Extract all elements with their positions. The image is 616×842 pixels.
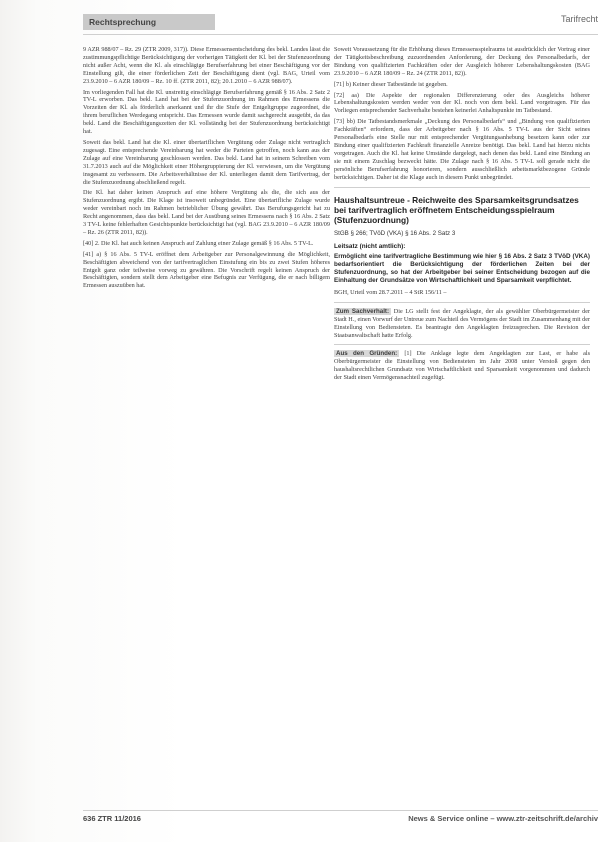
- paragraph: [72] aa) Die Aspekte der regionalen Differenzierung oder des Ausgleichs höherer Lebenshaltungskosten werden weder von der Kl. noch von dem bekl. Land vorgetragen. Für das Vorliegen entsprechender Sachverhalte bestehen keinerlei Anhaltspunkte im Tatbestand.: [334, 91, 590, 115]
- left-column: [83, 46, 330, 293]
- paragraph: Soweit das bekl. Land hat die Kl. einer übertariflichen Vergütung oder Zulage nicht vertraglich zugesagt. Eine entsprechende Vereinbarung hat weder die Parteien getroffen, noch kann aus der Zulage auf eine Vereinbarung geschlossen werden. Das bekl. Land hat in seinem Schreiben vom 31.7.2013 auch auf die Möglichkeit einer Höhergruppierung der Kl. verwiesen, um die Vergütung insgesamt zu verbessern. Die Arbeitsverhältnisse der Kl. unterliegen damit dem Tarifvertrag, der die Stufenzuordnung abschließend regelt.: [83, 138, 330, 186]
- header-divider: [83, 34, 598, 35]
- sachverhalt-paragraph: [334, 308, 590, 340]
- paragraph: [41] a) § 16 Abs. 5 TV-L eröffnet dem Arbeitgeber zur Personalgewinnung die Möglichkeit, Beschäftigten abweichend von der tarifvertraglichen Einstufung ein bis zu zwei Stufen höheres Entgelt ganz oder teilweise vorweg zu gewähren. Die Vorschrift regelt keinen Anspruch der Beschäftigten, sondern stellt dem Arbeitgeber eine Befugnis zur Verfügung, die er nach billigem Ermessen auszuüben hat.: [83, 250, 330, 290]
- right-column: [334, 46, 590, 385]
- sachverhalt-text: Die LG stellt fest der Angeklagte, der als gewählter Oberbürgermeister der Stadt H., einen Vorwurf der Untreue zum Nachteil des Vermögens der Stadt im Zusammenhang mit der Einstellung von Bediensteten. Es beantragte den Angeklagten freizusprechen. Die Revision der Staatsanwaltschaft hatte Erfolg.: [334, 307, 591, 339]
- leitsatz-label: Leitsatz (nicht amtlich):: [334, 243, 406, 251]
- section-title: Tarifrecht: [560, 14, 598, 24]
- section-divider: [334, 302, 590, 303]
- statute-reference: StGB § 266; TVöD (VKA) § 16 Abs. 2 Satz 3: [334, 229, 456, 237]
- page-number: 636 ZTR 11/2016: [83, 814, 141, 823]
- section-badge: Rechtsprechung: [83, 14, 215, 30]
- gruende-paragraph: [334, 350, 590, 382]
- paragraph: Soweit Voraussetzung für die Erhöhung dieses Ermessensspielraums ist ausdrücklich der Vortrag einer der Tätigkeitsbeschreibung zuzuordnenden Anforderung, der Deckung des Personalbedarfs, der Bindung von qualifizierten Fachkräften oder der Ausgleich höherer Lebenshaltungskosten (BAG 23.9.2010 – 6 AZR 180/09 – Rz. 24 (ZTR 2011, 82)).: [334, 46, 590, 77]
- leitsatz-text: Ermöglicht eine tarifvertragliche Bestimmung wie hier § 16 Abs. 2 Satz 3 TVöD (VKA) bedarfsorientiert die Berücksichtigung der förderlichen Zeiten bei der Stufenzuordnung, so hat der Arbeitgeber bei seiner Entscheidung bezogen auf die Einhaltung der Grundsätze von Wirtschaftlichkeit und Sparsamkeit verpflichtet.: [334, 253, 590, 285]
- section-divider: [334, 187, 590, 188]
- court-citation: BGH, Urteil vom 28.7.2011 – 4 StR 156/11 –: [334, 288, 447, 296]
- footer-divider: [83, 810, 598, 811]
- article-heading: Haushaltsuntreue - Reichweite des Sparsamkeitsgrundsatzes bei tarifvertraglich eröffnetem Entscheidungsspielraum (Stufenzuordnung): [334, 194, 579, 225]
- paragraph: Im vorliegenden Fall hat die Kl. unstreitig einschlägige Berufserfahrung gemäß § 16 Abs. 2 Satz 2 TV-L erworben. Das bekl. Land hat bei der Stufenzuordnung im Rahmen des Ermessens die Vorzeiten der Kl. als förderlich anerkannt und ihr die Stufe der Entgeltgruppe zugeordnet, die ihrem beruflichen Werdegang entspricht. Das Ermessen wurde damit sachgerecht ausgeübt, da das bekl. Land die Beschäftigungszeiten der Kl. vollständig bei der Stufenzuordnung berücksichtigt hat.: [83, 88, 330, 136]
- sachverhalt-label: Zum Sachverhalt:: [336, 307, 390, 315]
- section-divider: [334, 344, 590, 345]
- paragraph: 9 AZR 988/07 – Rz. 29 (ZTR 2009, 317)). Diese Ermessensentscheidung des bekl. Landes lässt die zustimmungspflichtige Berücksichtigung der vorherigen Tätigkeit der Kl. bei der Stufenzuordnung nicht außer Acht, wenn die Kl. als einschlägige Berufserfahrung bei einer Beschäftigung vor der Einstellung gilt, die einer förderlichen Zeit der Beschäftigung dient (vgl. BAG, Urteil vom 23.9.2010 – 6 AZR 180/09 – Rz. 10 ff. (ZTR 2011, 82); 20.1.2010 – 6 AZR 988/07).: [83, 46, 330, 85]
- gruende-text: [1] Die Anklage legte dem Angeklagten zur Last, er habe als Oberbürgermeister die Einstellung von Bediensteten im Jahr 2008 unter Verstoß gegen den haushaltsrechtlichen Grundsatz von Wirtschaftlichkeit und Sparsamkeit vorgenommen und dadurch der Stadt einen Vermögensnachteil zugefügt.: [334, 350, 591, 382]
- paragraph: [73] bb) Die Tatbestandsmerkmale „Deckung des Personalbedarfs“ und „Bindung von qualifizierten Fachkräften“ erfordern, dass der Arbeitgeber nach § 16 Abs. 5 TV-L aus der Sicht seines Personalbedarfs eine Stelle nur mit entsprechender Vergütungsanhebung besetzen kann oder zur Bindung einer qualifizierten Fachkraft finanzielle Anreize benötigt. Das bekl. Land hat hierzu nichts vorgetragen. Auch die Kl. hat keine Umstände dargelegt, nach denen das bekl. Land eine Bindung an sie mit einem Zuschlag bezweckt hätte. Die Zulage nach § 16 Abs. 5 TV-L soll gerade nicht die persönliche Berufserfahrung honorieren, sondern ausschließlich arbeitsmarktbezogene Gründe berücksichtigen. Daher ist die Klage auch in diesem Punkt unbegründet.: [334, 118, 590, 181]
- paragraph: [40] 2. Die Kl. hat auch keinen Anspruch auf Zahlung einer Zulage gemäß § 16 Abs. 5 TV-L.: [83, 239, 314, 247]
- gruende-label: Aus den Gründen:: [336, 350, 398, 358]
- paragraph: [71] b) Keiner dieser Tatbestände ist gegeben.: [334, 80, 448, 88]
- archive-link[interactable]: News & Service online – www.ztr-zeitschrift.de/archiv: [408, 814, 598, 823]
- paragraph: Die Kl. hat daher keinen Anspruch auf eine höhere Vergütung als die, die sich aus der Stufenzuordnung ergibt. Die Klage ist insoweit unbegründet. Eine übertarifliche Zulage wurde weder vereinbart noch im Rahmen betrieblicher Übung gewährt. Das Berufungsgericht hat zu Recht angenommen, dass das bekl. Land bei der Ausübung seines Ermessens nach § 16 Abs. 2 Satz 3 TV-L keine fehlerhaften Gesichtspunkte berücksichtigt hat (vgl. BAG 23.9.2010 – 6 AZR 180/09 – Rz. 26 (ZTR 2011, 82)).: [83, 189, 330, 236]
